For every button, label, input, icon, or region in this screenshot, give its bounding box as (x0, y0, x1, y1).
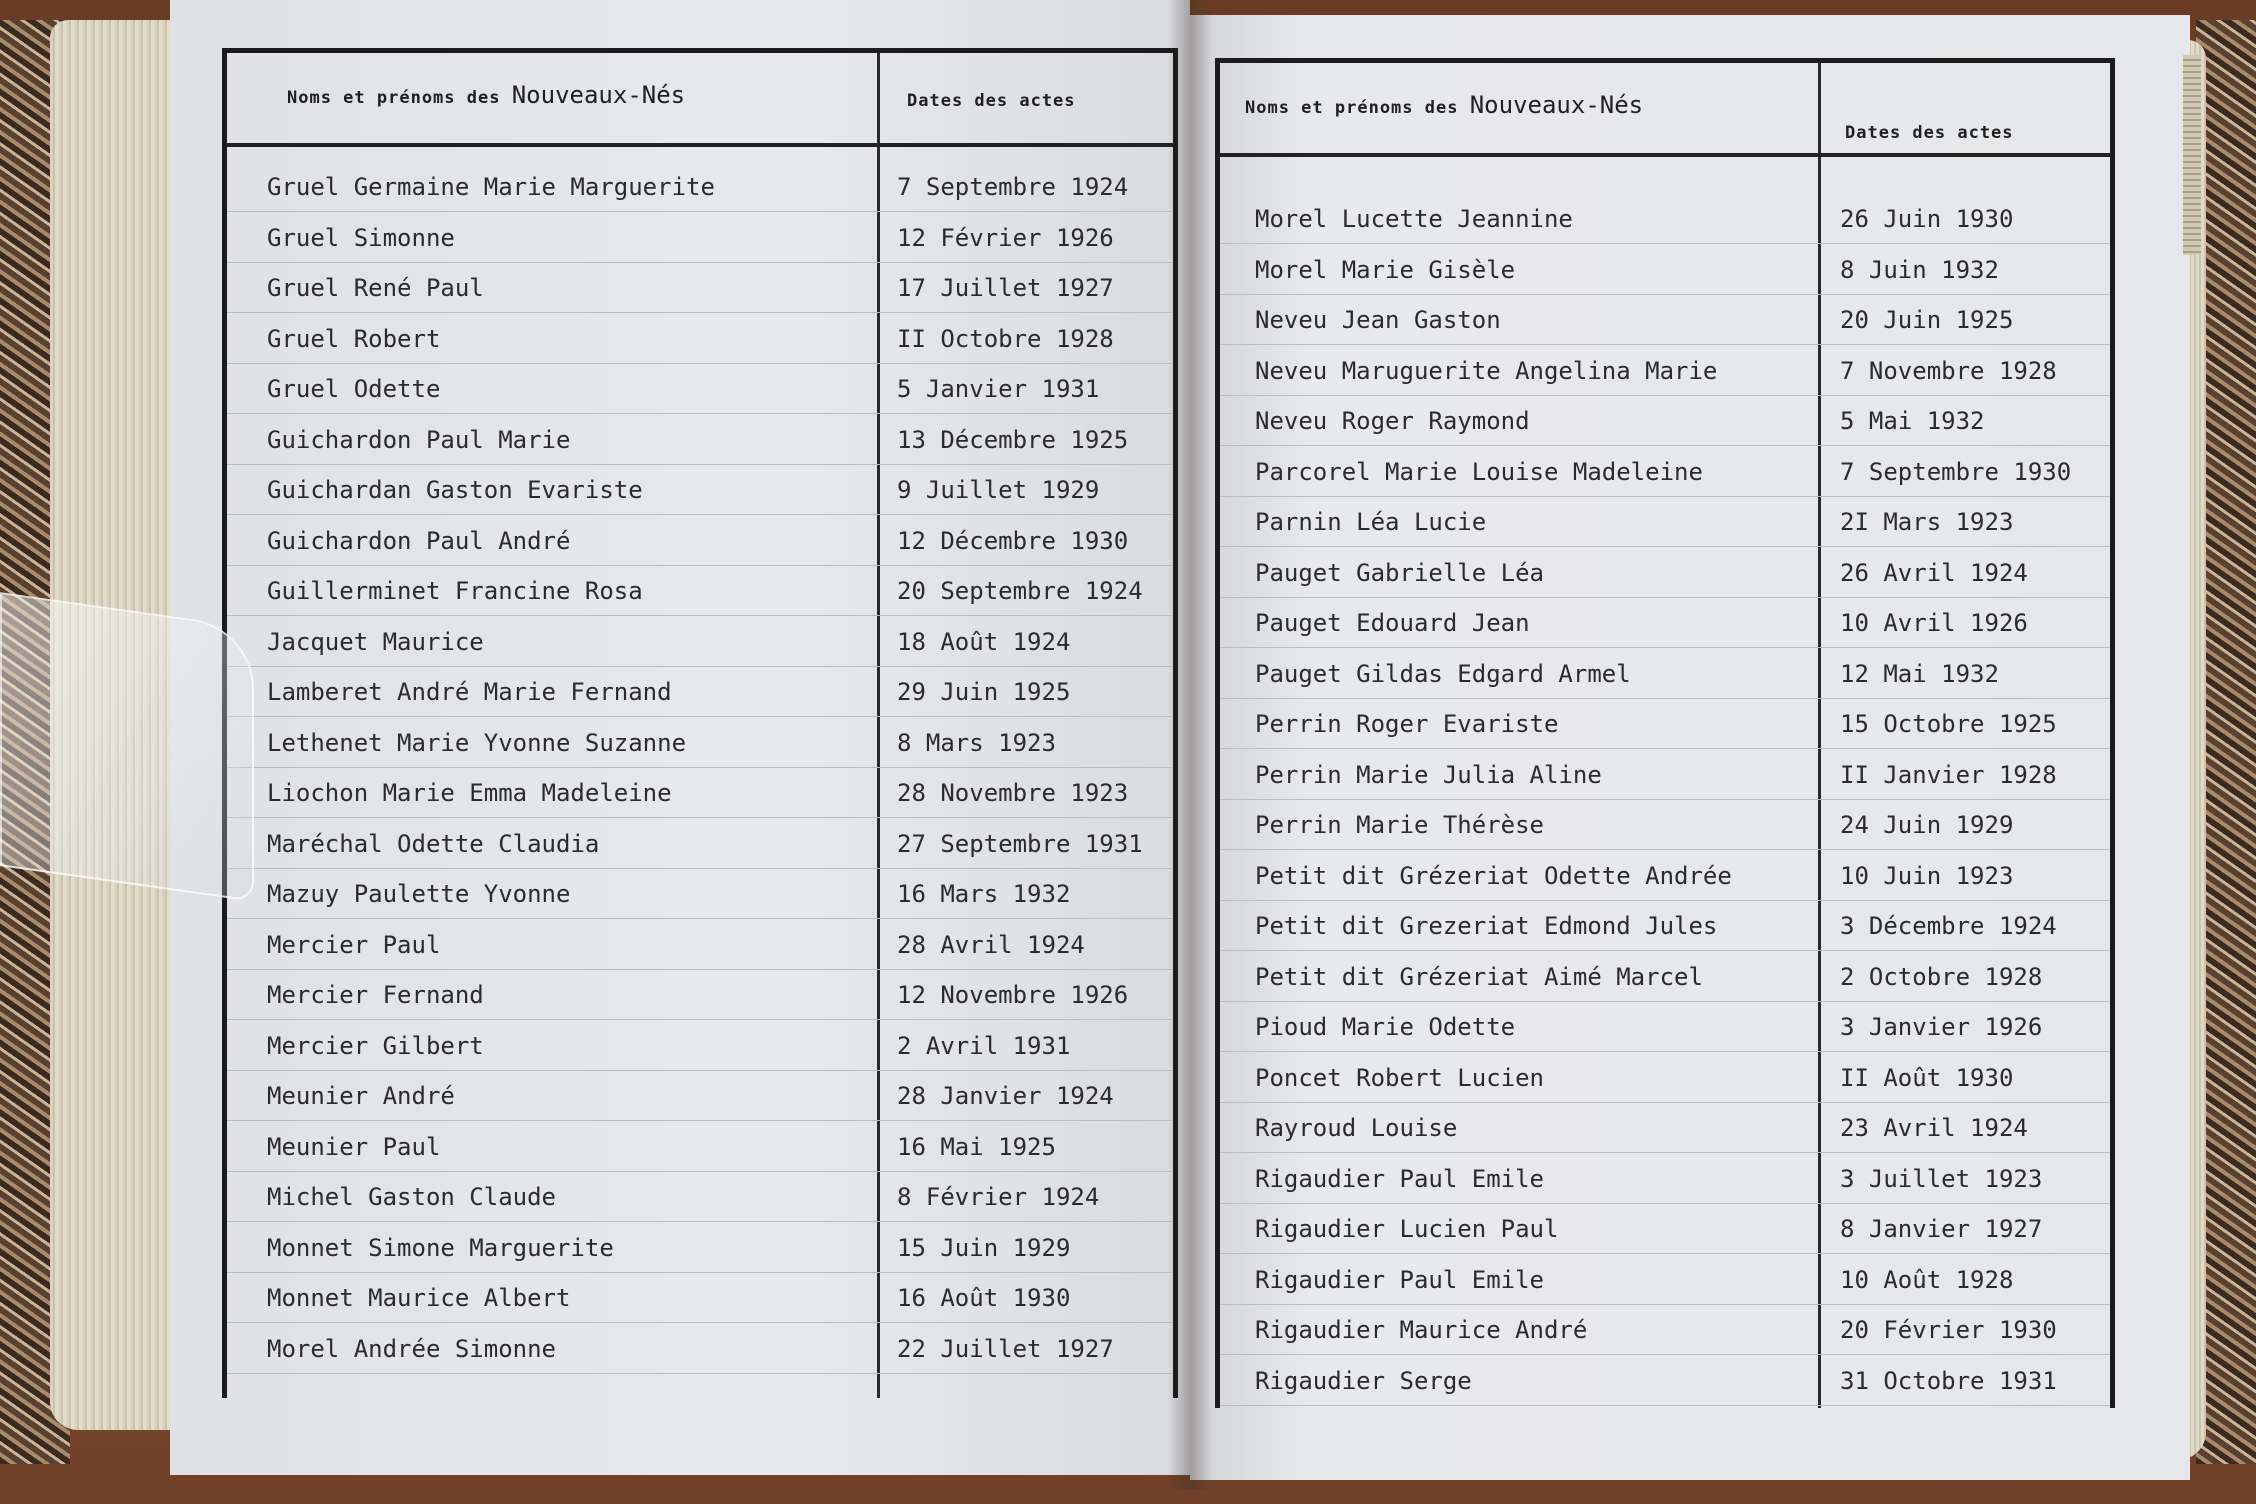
newborn-name: Guichardon Paul Marie (267, 425, 571, 454)
act-date: 8 Mars 1923 (897, 728, 1056, 757)
newborn-name: Monnet Simone Marguerite (267, 1233, 614, 1262)
act-date: 13 Décembre 1925 (897, 425, 1129, 454)
table-row (227, 818, 1173, 869)
act-date: 16 Août 1930 (897, 1284, 1071, 1312)
act-date: 10 Août 1928 (1840, 1265, 2014, 1294)
table-row (1220, 749, 2110, 800)
table-row (1220, 1001, 2110, 1052)
act-date: 2I Mars 1923 (1840, 508, 2014, 536)
act-date: 5 Janvier 1931 (897, 375, 1100, 403)
newborn-name: Petit dit Grézeriat Aimé Marcel (1255, 962, 1703, 991)
table-row (227, 464, 1173, 515)
table-row (227, 161, 1173, 212)
header-rule (1220, 153, 2110, 157)
newborn-name: Morel Marie Gisèle (1255, 255, 1516, 284)
table-row (1220, 1254, 2110, 1305)
table-row (1220, 698, 2110, 749)
newborn-name: Rigaudier Maurice André (1255, 1316, 1588, 1344)
table-row (1220, 1355, 2110, 1406)
act-date: 7 Septembre 1930 (1840, 457, 2072, 486)
act-date: 18 Août 1924 (897, 627, 1071, 656)
table-row (227, 1323, 1173, 1374)
table-row (1220, 850, 2110, 901)
table-row (227, 1171, 1173, 1222)
table-row (1220, 193, 2110, 244)
newborn-name: Liochon Marie Emma Madeleine (267, 779, 672, 807)
newborn-name: Perrin Marie Thérèse (1255, 811, 1544, 839)
names-column-header (287, 81, 685, 109)
act-date: 15 Juin 1929 (897, 1233, 1071, 1262)
table-row (1220, 1052, 2110, 1103)
newborn-name: Neveu Roger Raymond (1255, 407, 1530, 435)
table-row (227, 515, 1173, 566)
newborn-name: Monnet Maurice Albert (267, 1284, 571, 1312)
table-row (227, 1070, 1173, 1121)
table-row (227, 919, 1173, 970)
newborn-name: Maréchal Odette Claudia (267, 829, 600, 858)
names-header-highlight: Nouveaux-Nés (1469, 91, 1644, 119)
newborn-name: Guichardan Gaston Evariste (267, 476, 643, 504)
act-date: 12 Novembre 1926 (897, 981, 1129, 1009)
act-date: 20 Février 1930 (1840, 1316, 2057, 1344)
table-row (227, 1121, 1173, 1172)
table-row (1220, 1153, 2110, 1204)
act-date: 20 Juin 1925 (1840, 306, 2014, 334)
left-register-table (222, 48, 1178, 1398)
act-date: 29 Juin 1925 (897, 678, 1071, 706)
names-header-label: Noms et prénoms des (1245, 98, 1459, 118)
act-date: 23 Avril 1924 (1840, 1114, 2028, 1142)
newborn-name: Rigaudier Serge (1255, 1366, 1472, 1395)
newborn-name: Neveu Maruguerite Angelina Marie (1255, 356, 1718, 385)
act-date: II Janvier 1928 (1840, 760, 2057, 789)
newborn-name: Pauget Gabrielle Léa (1255, 558, 1544, 587)
names-header-highlight: Nouveaux-Nés (511, 81, 686, 109)
act-date: 28 Janvier 1924 (897, 1082, 1114, 1110)
newborn-name: Rigaudier Lucien Paul (1255, 1215, 1559, 1243)
act-date: 24 Juin 1929 (1840, 811, 2014, 839)
table-row (1220, 799, 2110, 850)
newborn-name: Pauget Gildas Edgard Armel (1255, 659, 1631, 688)
act-date: 7 Septembre 1924 (897, 173, 1129, 201)
newborn-name: Meunier André (267, 1082, 455, 1110)
newborn-name: Mercier Fernand (267, 981, 484, 1009)
newborn-name: Morel Andrée Simonne (267, 1334, 556, 1363)
act-date: 2 Avril 1931 (897, 1031, 1071, 1060)
table-row (227, 767, 1173, 818)
table-row (227, 666, 1173, 717)
act-date: II Août 1930 (1840, 1063, 2014, 1092)
newborn-name: Perrin Roger Evariste (1255, 710, 1559, 738)
table-row (227, 969, 1173, 1020)
act-date: 3 Décembre 1924 (1840, 912, 2057, 940)
table-row (1220, 900, 2110, 951)
newborn-name: Guillerminet Francine Rosa (267, 577, 643, 605)
table-row (1220, 345, 2110, 396)
act-date: 12 Février 1926 (897, 223, 1114, 252)
table-row (1220, 244, 2110, 295)
newborn-name: Lamberet André Marie Fernand (267, 678, 672, 706)
table-row (1220, 1203, 2110, 1254)
newborn-name: Parcorel Marie Louise Madeleine (1255, 457, 1703, 486)
newborn-name: Rigaudier Paul Emile (1255, 1265, 1544, 1294)
table-row (227, 1272, 1173, 1323)
right-register-table (1215, 58, 2115, 1408)
table-row (227, 616, 1173, 667)
act-date: 10 Avril 1926 (1840, 609, 2028, 637)
act-date: 2 Octobre 1928 (1840, 962, 2043, 991)
table-row (227, 1020, 1173, 1071)
act-date: 20 Septembre 1924 (897, 577, 1143, 605)
newborn-name: Guichardon Paul André (267, 526, 571, 555)
act-date: 7 Novembre 1928 (1840, 356, 2057, 385)
act-date: 8 Juin 1932 (1840, 255, 1999, 284)
table-row (227, 363, 1173, 414)
act-date: 10 Juin 1923 (1840, 861, 2014, 890)
table-row (1220, 496, 2110, 547)
newborn-name: Petit dit Grezeriat Edmond Jules (1255, 912, 1718, 940)
names-column-header (1245, 91, 1643, 119)
table-row (227, 212, 1173, 263)
table-row (227, 868, 1173, 919)
newborn-name: Parnin Léa Lucie (1255, 508, 1487, 536)
dates-column-header: Dates des actes (907, 91, 1076, 111)
newborn-name: Michel Gaston Claude (267, 1183, 556, 1211)
table-row (227, 414, 1173, 465)
newborn-name: Gruel René Paul (267, 274, 484, 302)
newborn-name: Mercier Paul (267, 930, 441, 959)
act-date: 26 Juin 1930 (1840, 205, 2014, 233)
table-row (227, 262, 1173, 313)
table-row (1220, 446, 2110, 497)
table-row (1220, 547, 2110, 598)
newborn-name: Poncet Robert Lucien (1255, 1063, 1544, 1092)
newborn-name: Gruel Robert (267, 324, 441, 353)
act-date: 15 Octobre 1925 (1840, 710, 2057, 738)
act-date: 3 Janvier 1926 (1840, 1013, 2043, 1041)
newborn-name: Mercier Gilbert (267, 1031, 484, 1060)
newborn-name: Petit dit Grézeriat Odette Andrée (1255, 861, 1732, 890)
newborn-name: Lethenet Marie Yvonne Suzanne (267, 728, 687, 757)
act-date: 28 Novembre 1923 (897, 779, 1129, 807)
newborn-name: Gruel Odette (267, 375, 441, 403)
newborn-name: Gruel Germaine Marie Marguerite (267, 173, 715, 201)
act-date: 26 Avril 1924 (1840, 558, 2028, 587)
act-date: 28 Avril 1924 (897, 930, 1085, 959)
act-date: 27 Septembre 1931 (897, 829, 1143, 858)
newborn-name: Pioud Marie Odette (1255, 1013, 1516, 1041)
table-row (1220, 648, 2110, 699)
newborn-name: Perrin Marie Julia Aline (1255, 760, 1602, 789)
act-date: 5 Mai 1932 (1840, 407, 1985, 435)
table-row (1220, 597, 2110, 648)
newborn-name: Pauget Edouard Jean (1255, 609, 1530, 637)
act-date: 3 Juillet 1923 (1840, 1164, 2043, 1193)
table-row (1220, 951, 2110, 1002)
newborn-name: Rigaudier Paul Emile (1255, 1164, 1544, 1193)
table-row (1220, 1102, 2110, 1153)
transparent-ruler (0, 592, 254, 902)
act-date: 16 Mai 1925 (897, 1132, 1056, 1161)
act-date: 12 Mai 1932 (1840, 659, 1999, 688)
table-row (227, 717, 1173, 768)
table-row (227, 1222, 1173, 1273)
table-row (227, 313, 1173, 364)
act-date: 31 Octobre 1931 (1840, 1366, 2057, 1395)
table-row (1220, 294, 2110, 345)
header-rule (227, 143, 1173, 147)
newborn-name: Gruel Simonne (267, 223, 455, 252)
newborn-name: Rayroud Louise (1255, 1114, 1458, 1142)
newborn-name: Meunier Paul (267, 1132, 441, 1161)
table-row (227, 565, 1173, 616)
act-date: 9 Juillet 1929 (897, 476, 1100, 504)
newborn-name: Morel Lucette Jeannine (1255, 205, 1573, 233)
act-date: 8 Février 1924 (897, 1183, 1100, 1211)
act-date: II Octobre 1928 (897, 324, 1114, 353)
table-row (1220, 1304, 2110, 1355)
act-date: 16 Mars 1932 (897, 880, 1071, 908)
newborn-name: Jacquet Maurice (267, 627, 484, 656)
newborn-name: Neveu Jean Gaston (1255, 306, 1501, 334)
newborn-name: Mazuy Paulette Yvonne (267, 880, 571, 908)
act-date: 22 Juillet 1927 (897, 1334, 1114, 1363)
page-tab-marker (2183, 55, 2201, 255)
table-row (1220, 395, 2110, 446)
names-header-label: Noms et prénoms des (287, 88, 501, 108)
act-date: 8 Janvier 1927 (1840, 1215, 2043, 1243)
act-date: 12 Décembre 1930 (897, 526, 1129, 555)
dates-column-header: Dates des actes (1845, 123, 2014, 143)
act-date: 17 Juillet 1927 (897, 274, 1114, 302)
